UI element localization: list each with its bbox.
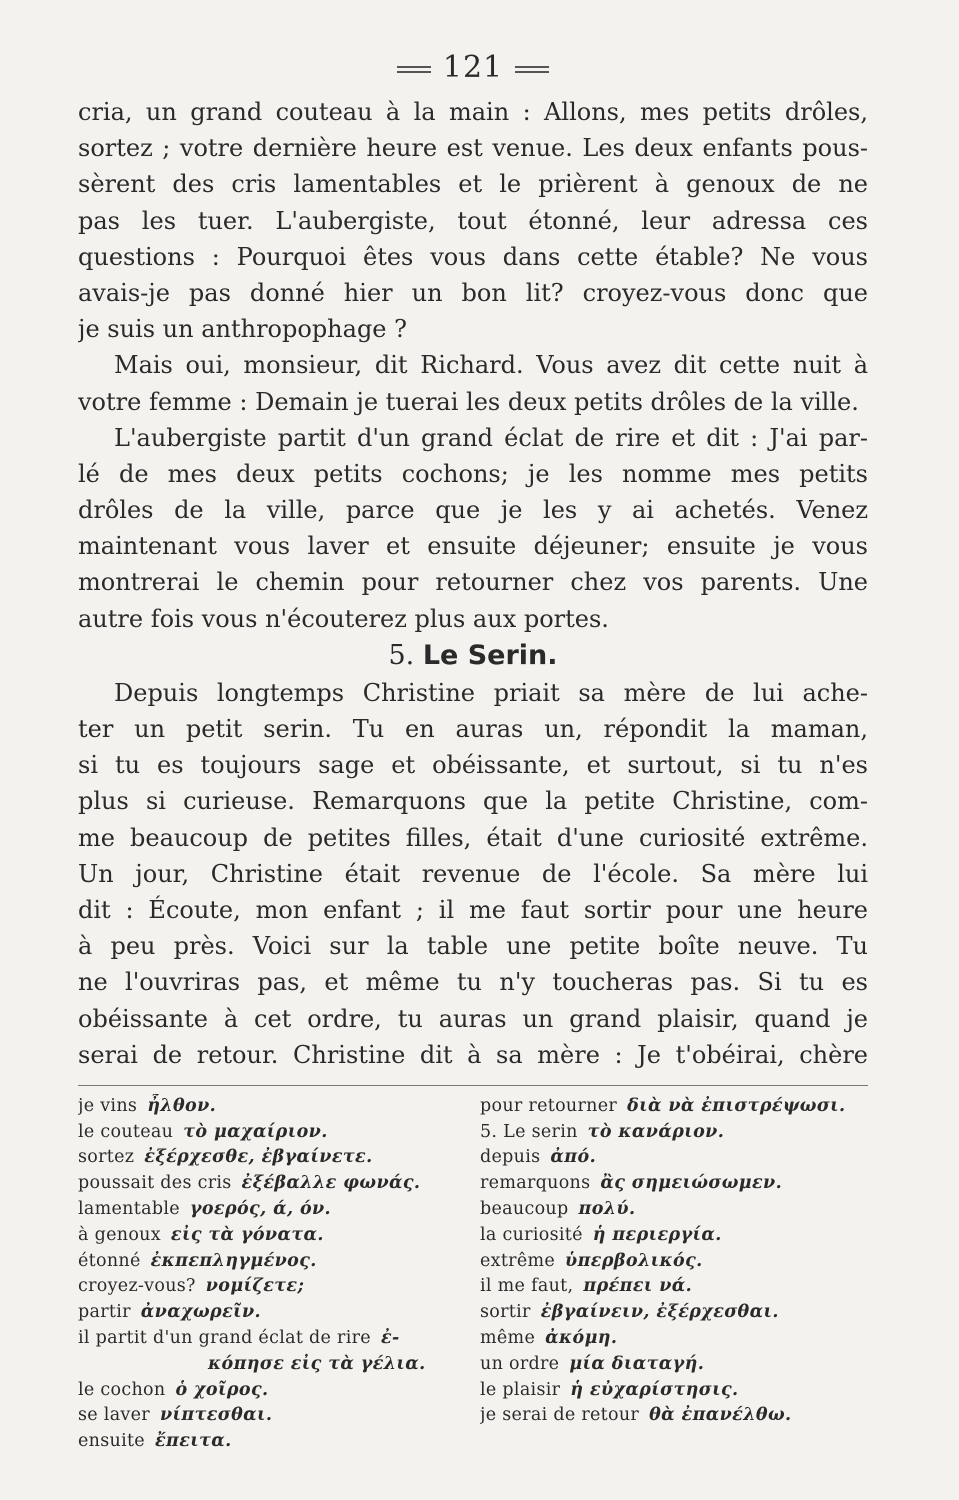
vocabulary-column-right [480,1094,868,1455]
greek-translation: ἐ- [380,1328,400,1349]
greek-translation: ἐξέβαλλε φωνάς. [241,1173,421,1194]
text-line: L'aubergiste partit d'un grand éclat de rire et dit : J'ai par- [114,423,868,452]
vocabulary-entry [480,1145,868,1171]
section-text [78,675,868,1073]
french-term: sortir [480,1302,531,1323]
french-term: lamentable [78,1199,180,1220]
greek-translation: ἔπειτα. [154,1431,232,1452]
text-line: à peu près. Voici sur la table une petite boîte neuve. Tu [78,932,868,961]
greek-translation: θὰ ἐπανέλθω. [649,1405,792,1426]
vocabulary-entry [480,1378,868,1404]
text-line: cria, un grand couteau à la main : Allons, mes petits drôles, [78,98,868,126]
greek-translation: μία διαταγή. [569,1353,705,1374]
french-term: à genoux [78,1224,161,1245]
greek-translation: ἦλθον. [147,1095,217,1116]
french-term: il partit d'un grand éclat de rire [78,1328,371,1349]
french-term: je serai de retour [480,1405,640,1426]
vocabulary-entry [78,1249,466,1275]
greek-translation: ἀπό. [550,1147,597,1168]
french-term: croyez-vous? [78,1276,196,1297]
text-line: dit : Écoute, mon enfant ; il me faut sortir pour une heure [78,895,868,924]
vocabulary-entry [78,1378,466,1404]
text-line: je suis un anthropophage ? [78,315,408,344]
greek-translation: πρέπει νά. [583,1276,693,1297]
french-term: remarquons [480,1173,591,1194]
greek-translation: ἂς σημειώσωμεν. [600,1173,783,1194]
french-term: beaucoup [480,1199,569,1220]
text-line: me beaucoup de petites filles, était d'une curiosité extrême. [78,823,868,852]
vocabulary-entry [480,1352,868,1378]
greek-translation: ἐκπεπληγμένος. [150,1250,317,1271]
french-term: partir [78,1302,131,1323]
greek-translation: ἀκόμη. [545,1328,618,1349]
vocabulary-entry [78,1094,466,1120]
text-line: ne l'ouvriras pas, et même tu n'y toucheras pas. Si tu es [78,968,868,997]
vocabulary-entry [78,1274,466,1300]
vocabulary-entry [480,1120,868,1146]
main-text [78,94,868,637]
vocabulary-entry [480,1300,868,1326]
vocabulary-entry [480,1094,868,1120]
page-number: 121 [442,50,504,85]
vocabulary-glossary [78,1094,868,1455]
french-term: sortez [78,1147,135,1168]
text-line: sèrent des cris lamentables et le prièrent à genoux de ne [78,170,868,199]
greek-translation: ὁ χοῖρος. [175,1379,269,1400]
header-ornament-left [397,66,431,73]
greek-translation: ἐβγαίνειν, ἐξέρχεσθαι. [540,1302,779,1323]
french-term: le cochon [78,1379,166,1400]
greek-translation: ἀναχωρεῖν. [140,1302,262,1323]
vocabulary-entry [480,1249,868,1275]
text-line: sortez ; votre dernière heure est venue. Les deux enfants pous- [78,134,868,163]
text-line: questions : Pourquoi êtes vous dans cette étable? Ne vous [78,242,868,271]
greek-translation: κόπησε εἰς τὰ γέλια. [208,1353,426,1374]
vocabulary-entry [78,1352,466,1378]
greek-translation: ὑπερβολικός. [565,1250,703,1271]
greek-translation: τὸ κανάριον. [587,1121,725,1142]
text-line: obéissante à cet ordre, tu auras un grand plaisir, quand je [78,1004,868,1033]
text-line: autre fois vous n'écouterez plus aux portes. [78,604,609,633]
text-line: maintenant vous laver et ensuite déjeuner; ensuite je vous [78,532,868,561]
french-term: extrême [480,1250,556,1271]
greek-translation: διὰ νὰ ἐπιστρέψωσι. [627,1095,846,1116]
vocabulary-entry [78,1403,466,1429]
french-term: le plaisir [480,1379,561,1400]
greek-translation: ἐξέρχεσθε, ἐβγαίνετε. [144,1147,373,1168]
french-term: depuis [480,1147,541,1168]
vocabulary-entry [78,1197,466,1223]
section-title: Le Serin. [422,639,558,671]
french-term: se laver [78,1405,150,1426]
vocabulary-entry [480,1223,868,1249]
vocabulary-entry [480,1171,868,1197]
vocabulary-entry [78,1145,466,1171]
vocabulary-entry [78,1171,466,1197]
greek-translation: νίπτεσθαι. [159,1405,273,1426]
page-header [78,48,868,88]
section-number: 5. [388,639,415,671]
text-line: votre femme : Demain je tuerai les deux petits drôles de la ville. [78,387,859,416]
text-line: lé de mes deux petits cochons; je les nomme mes petits [78,459,868,488]
text-line: serai de retour. Christine dit à sa mère : Je t'obéirai, chère [78,1040,868,1069]
greek-translation: ἡ περιεργία. [592,1224,722,1245]
french-term: la curiosité [480,1224,583,1245]
header-ornament-right [515,66,549,73]
text-line: si tu es toujours sage et obéissante, et surtout, si tu n'es [78,751,868,780]
vocabulary-entry [78,1429,466,1455]
section-heading [78,637,868,675]
greek-translation: πολύ. [578,1199,636,1220]
french-term: le couteau [78,1121,174,1142]
text-line: Mais oui, monsieur, dit Richard. Vous avez dit cette nuit à [114,351,868,380]
book-page [78,48,868,1455]
french-term: même [480,1328,536,1349]
french-term: 5. Le serin [480,1121,578,1142]
text-line: Un jour, Christine était revenue de l'école. Sa mère lui [78,859,868,888]
vocabulary-entry [480,1197,868,1223]
french-term: pour retourner [480,1095,618,1116]
text-line: pas les tuer. L'aubergiste, tout étonné, leur adressa ces [78,206,868,235]
vocabulary-column-left [78,1094,466,1455]
greek-translation: νομίζετε; [205,1276,305,1297]
vocabulary-entry [78,1300,466,1326]
text-line: ter un petit serin. Tu en auras un, répondit la maman, [78,715,868,743]
french-term: un ordre [480,1353,560,1374]
french-term: il me faut, [480,1276,574,1297]
text-line: drôles de la ville, parce que je les y ai achetés. Venez [78,496,868,525]
french-term: poussait des cris [78,1173,232,1194]
text-line: Depuis longtemps Christine priait sa mère de lui ache- [114,678,868,707]
text-line: montrerai le chemin pour retourner chez vos parents. Une [78,568,868,597]
footnote-divider [78,1085,868,1086]
greek-translation: τὸ μαχαίριον. [183,1121,328,1142]
greek-translation: γοερός, ά, όν. [189,1199,332,1220]
vocabulary-entry [78,1326,466,1352]
vocabulary-entry [480,1403,868,1429]
text-line: avais-je pas donné hier un bon lit? croyez-vous donc que [78,278,868,307]
french-term: étonné [78,1250,141,1271]
french-term: je vins [78,1095,138,1116]
vocabulary-entry [78,1120,466,1146]
vocabulary-entry [480,1326,868,1352]
vocabulary-entry [78,1223,466,1249]
greek-translation: ἡ εὐχαρίστησις. [570,1379,739,1400]
french-term: ensuite [78,1431,145,1452]
vocabulary-entry [480,1274,868,1300]
text-line: plus si curieuse. Remarquons que la petite Christine, com- [78,787,868,816]
greek-translation: εἰς τὰ γόνατα. [170,1224,324,1245]
